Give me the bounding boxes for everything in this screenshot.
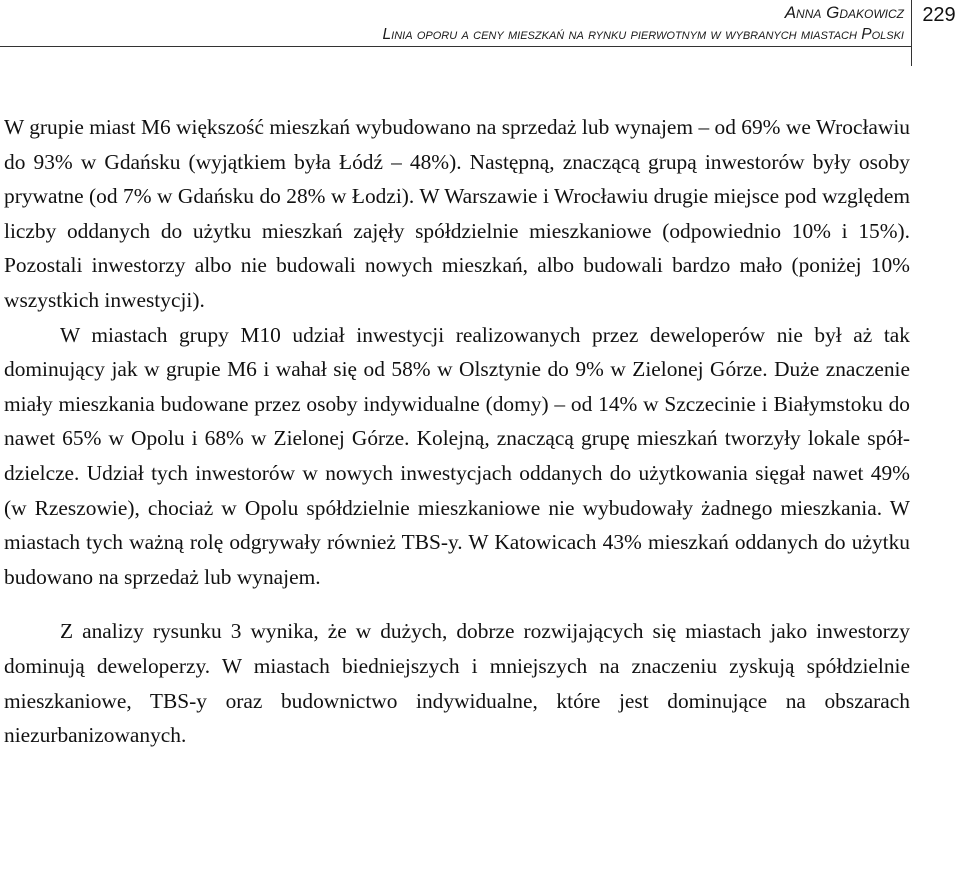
paragraph-3: Z analizy rysunku 3 wynika, że w dużych, dobrze rozwijających się miastach jako inwestorzy dominują deweloperzy. W miastach biedniejszych i mniejszych na znaczeniu zyskują spółdzielnie mieszkaniowe, TBS-y oraz budownictwo indywidualne, które jest dominujące na obszarach niezurbanizowanych. <box>4 619 910 748</box>
body-text <box>4 110 910 753</box>
header-rule-vertical <box>911 0 912 66</box>
header-rule-horizontal <box>0 46 911 47</box>
header-title: Linia oporu a ceny mieszkań na rynku pierwotnym w wybranych miastach Polski <box>382 26 904 43</box>
running-header <box>0 0 960 70</box>
header-author: Anna Gdakowicz <box>784 3 904 22</box>
paragraph-2: W miastach grupy M10 udział inwestycji realizowanych przez deweloperów nie był aż tak dominujący jak w grupie M6 i wahał się od 58% w Olsztynie do 9% w Zielonej Górze. Duże znaczenie miały mieszkania budowane przez osoby indywidualne (domy) – od 14% w Szczecinie i Białymstoku do nawet 65% w Opolu i 68% w Zielonej Górze. Kolejną, znaczącą grupę mieszkań tworzyły lokale spółdzielcze. Udział tych inwestorów w nowych inwestycjach oddanych do użytkowania sięgał nawet 49% (w Rzeszowie), chociaż w Opolu spółdzielnie mieszkaniowe nie wybudowały żadnego mieszkania. W miastach tych ważną rolę odgrywały również TBS-y. W Katowicach 43% mieszkań oddanych do użytku budowano na sprzedaż lub wynajem. <box>4 322 910 589</box>
paragraph-1: W grupie miast M6 większość mieszkań wybudowano na sprzedaż lub wynajem – od 69% we Wrocławiu do 93% w Gdańsku (wyjątkiem była Łódź – 48%). Następną, znaczącą grupą inwestorów były osoby prywatne (od 7% w Gdańsku do 28% w Łodzi). W Warszawie i Wrocławiu drugie miejsce pod względem liczby oddanych do użytku mieszkań zajęły spółdzielnie mieszkaniowe (odpowiednio 10% i 15%). Pozostali inwestorzy albo nie budowali nowych mieszkań, albo budowali bardzo mało (poniżej 10% wszystkich inwestycji). <box>4 115 910 312</box>
page-number: 229 <box>922 4 956 26</box>
running-header-text <box>24 2 904 46</box>
